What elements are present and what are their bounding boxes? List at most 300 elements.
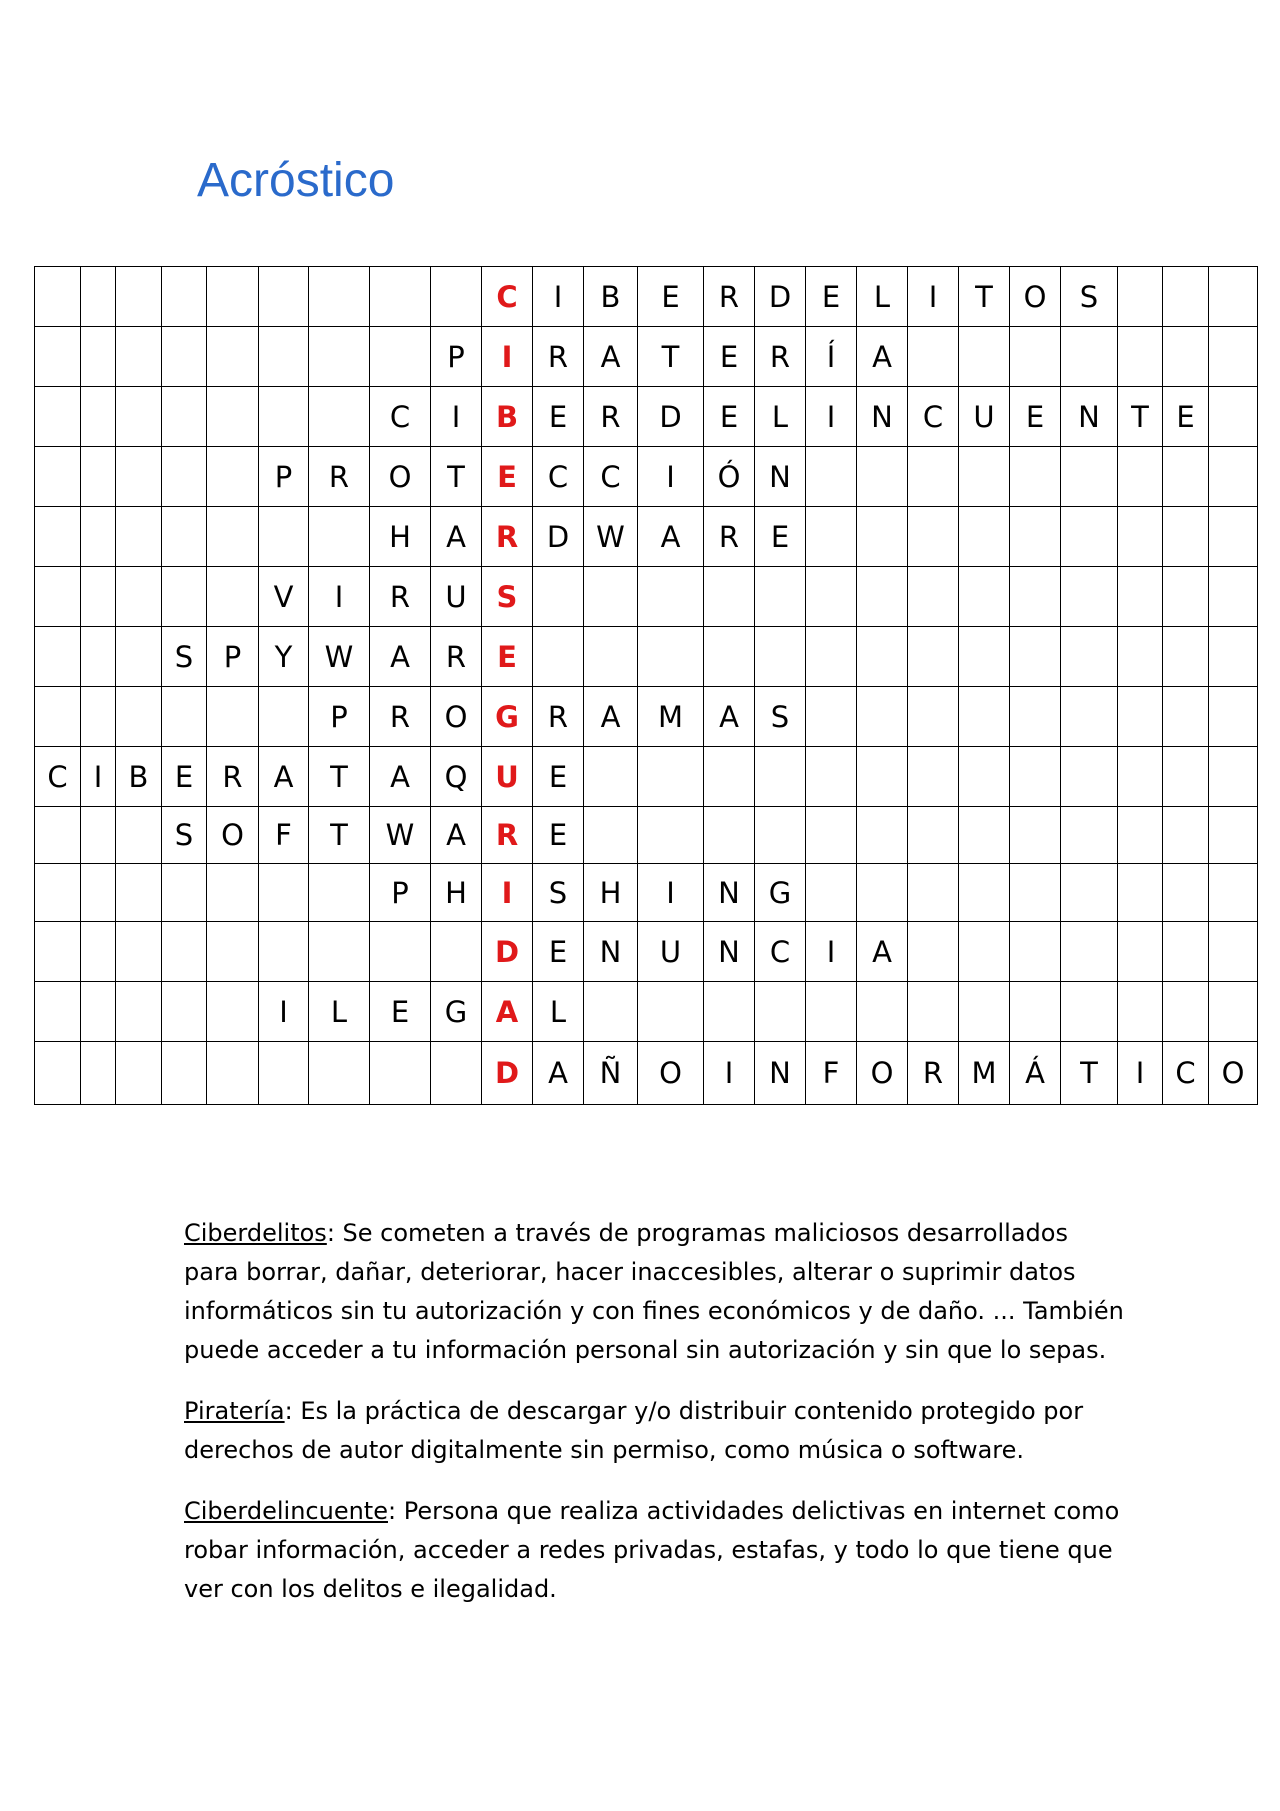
- grid-cell: [370, 327, 431, 387]
- acrostic-key-letter: C: [482, 267, 533, 327]
- grid-cell: E: [533, 747, 584, 807]
- grid-cell: [259, 1042, 309, 1105]
- grid-cell: [584, 747, 638, 807]
- grid-cell: [259, 267, 309, 327]
- grid-cell: [1163, 747, 1209, 807]
- grid-row: [35, 327, 1258, 387]
- grid-cell: [309, 327, 370, 387]
- grid-cell: [959, 447, 1010, 507]
- grid-cell: Ó: [704, 447, 755, 507]
- grid-cell: C: [908, 387, 959, 447]
- grid-cell: [959, 507, 1010, 567]
- grid-cell: [755, 567, 806, 627]
- grid-cell: [1061, 747, 1118, 807]
- grid-cell: I: [908, 267, 959, 327]
- acrostic-key-letter: G: [482, 687, 533, 747]
- grid-cell: [1209, 687, 1258, 747]
- grid-cell: A: [638, 507, 704, 567]
- grid-cell: [309, 1042, 370, 1105]
- grid-cell: B: [116, 747, 162, 807]
- grid-cell: [1010, 807, 1061, 864]
- grid-cell: [1010, 567, 1061, 627]
- grid-row: [35, 387, 1258, 447]
- grid-cell: [1209, 567, 1258, 627]
- grid-cell: I: [638, 447, 704, 507]
- grid-cell: M: [638, 687, 704, 747]
- grid-cell: A: [370, 747, 431, 807]
- grid-cell: S: [162, 807, 207, 864]
- grid-cell: F: [259, 807, 309, 864]
- grid-cell: [704, 627, 755, 687]
- grid-cell: [584, 982, 638, 1042]
- grid-cell: C: [1163, 1042, 1209, 1105]
- grid-cell: [1209, 627, 1258, 687]
- grid-cell: [207, 507, 259, 567]
- grid-cell: [207, 387, 259, 447]
- grid-cell: [162, 922, 207, 982]
- acrostic-key-letter: B: [482, 387, 533, 447]
- grid-cell: [1118, 922, 1163, 982]
- grid-cell: [704, 567, 755, 627]
- grid-cell: [1061, 447, 1118, 507]
- grid-cell: C: [755, 922, 806, 982]
- grid-cell: [1118, 747, 1163, 807]
- grid-cell: [806, 447, 857, 507]
- grid-cell: [162, 327, 207, 387]
- grid-cell: O: [638, 1042, 704, 1105]
- grid-cell: [162, 507, 207, 567]
- grid-cell: [370, 1042, 431, 1105]
- grid-cell: [1209, 267, 1258, 327]
- grid-cell: [35, 982, 81, 1042]
- grid-cell: [908, 747, 959, 807]
- grid-cell: [959, 982, 1010, 1042]
- definition-paragraph: [184, 1492, 1124, 1609]
- grid-cell: [857, 807, 908, 864]
- grid-cell: [755, 627, 806, 687]
- grid-cell: [309, 507, 370, 567]
- grid-cell: [857, 627, 908, 687]
- grid-cell: [259, 387, 309, 447]
- grid-cell: W: [584, 507, 638, 567]
- grid-cell: [1061, 687, 1118, 747]
- grid-cell: [857, 982, 908, 1042]
- grid-cell: [35, 327, 81, 387]
- grid-cell: N: [857, 387, 908, 447]
- grid-cell: [35, 507, 81, 567]
- definition-term: Ciberdelincuente: [184, 1497, 388, 1525]
- grid-cell: [81, 982, 116, 1042]
- grid-cell: [1010, 507, 1061, 567]
- grid-cell: P: [207, 627, 259, 687]
- grid-cell: [1209, 327, 1258, 387]
- grid-cell: [1010, 864, 1061, 922]
- grid-cell: [162, 1042, 207, 1105]
- grid-cell: [1118, 447, 1163, 507]
- grid-cell: L: [857, 267, 908, 327]
- grid-cell: T: [1061, 1042, 1118, 1105]
- grid-cell: [35, 447, 81, 507]
- grid-row: [35, 1042, 1258, 1105]
- grid-cell: [908, 922, 959, 982]
- grid-cell: [116, 1042, 162, 1105]
- grid-cell: [1118, 864, 1163, 922]
- grid-cell: [1209, 747, 1258, 807]
- grid-cell: [35, 387, 81, 447]
- acrostic-key-letter: D: [482, 922, 533, 982]
- grid-cell: S: [162, 627, 207, 687]
- grid-cell: [1010, 982, 1061, 1042]
- grid-cell: D: [755, 267, 806, 327]
- grid-row: [35, 267, 1258, 327]
- grid-cell: S: [533, 864, 584, 922]
- grid-cell: [207, 327, 259, 387]
- grid-cell: L: [533, 982, 584, 1042]
- acrostic-key-letter: U: [482, 747, 533, 807]
- grid-cell: I: [259, 982, 309, 1042]
- grid-cell: [1010, 327, 1061, 387]
- grid-cell: [638, 627, 704, 687]
- grid-cell: [1061, 627, 1118, 687]
- grid-cell: [81, 447, 116, 507]
- grid-cell: [370, 922, 431, 982]
- grid-cell: [1118, 567, 1163, 627]
- grid-cell: [1118, 507, 1163, 567]
- grid-cell: [584, 567, 638, 627]
- grid-cell: [1010, 447, 1061, 507]
- grid-cell: [1163, 807, 1209, 864]
- grid-cell: [806, 687, 857, 747]
- grid-cell: E: [704, 387, 755, 447]
- grid-cell: [1163, 687, 1209, 747]
- grid-cell: [1061, 807, 1118, 864]
- grid-cell: [1061, 567, 1118, 627]
- grid-cell: O: [1209, 1042, 1258, 1105]
- grid-cell: C: [35, 747, 81, 807]
- grid-cell: C: [533, 447, 584, 507]
- grid-cell: E: [533, 387, 584, 447]
- grid-cell: [806, 982, 857, 1042]
- grid-cell: T: [431, 447, 482, 507]
- grid-cell: [806, 807, 857, 864]
- acrostic-key-letter: I: [482, 327, 533, 387]
- grid-cell: [1209, 922, 1258, 982]
- grid-cell: [1163, 447, 1209, 507]
- grid-cell: [116, 567, 162, 627]
- acrostic-grid-body: [35, 267, 1258, 1105]
- grid-cell: E: [533, 922, 584, 982]
- grid-cell: E: [1163, 387, 1209, 447]
- grid-cell: A: [431, 507, 482, 567]
- grid-cell: [584, 627, 638, 687]
- grid-row: [35, 864, 1258, 922]
- grid-cell: S: [1061, 267, 1118, 327]
- grid-cell: [1118, 982, 1163, 1042]
- grid-cell: [116, 922, 162, 982]
- grid-cell: [908, 507, 959, 567]
- grid-cell: Y: [259, 627, 309, 687]
- grid-cell: [81, 687, 116, 747]
- grid-row: [35, 567, 1258, 627]
- grid-cell: R: [431, 627, 482, 687]
- grid-cell: I: [704, 1042, 755, 1105]
- grid-cell: [857, 687, 908, 747]
- acrostic-key-letter: I: [482, 864, 533, 922]
- grid-cell: [35, 1042, 81, 1105]
- grid-cell: [959, 747, 1010, 807]
- grid-cell: [755, 807, 806, 864]
- grid-cell: N: [755, 1042, 806, 1105]
- grid-cell: [207, 567, 259, 627]
- grid-cell: [1010, 687, 1061, 747]
- grid-cell: [1163, 627, 1209, 687]
- grid-cell: [1010, 627, 1061, 687]
- grid-cell: T: [959, 267, 1010, 327]
- grid-cell: [35, 922, 81, 982]
- grid-cell: [959, 627, 1010, 687]
- grid-cell: [309, 864, 370, 922]
- grid-cell: N: [704, 864, 755, 922]
- acrostic-key-letter: S: [482, 567, 533, 627]
- grid-cell: [857, 507, 908, 567]
- grid-cell: [162, 687, 207, 747]
- grid-cell: [908, 447, 959, 507]
- grid-cell: R: [755, 327, 806, 387]
- grid-cell: I: [806, 922, 857, 982]
- grid-row: [35, 447, 1258, 507]
- grid-cell: [207, 864, 259, 922]
- grid-cell: Í: [806, 327, 857, 387]
- grid-row: [35, 747, 1258, 807]
- grid-cell: [806, 747, 857, 807]
- grid-cell: [1209, 982, 1258, 1042]
- grid-cell: [81, 627, 116, 687]
- grid-cell: [35, 267, 81, 327]
- grid-cell: B: [584, 267, 638, 327]
- grid-cell: [584, 807, 638, 864]
- grid-cell: L: [755, 387, 806, 447]
- grid-cell: [908, 807, 959, 864]
- grid-cell: [638, 747, 704, 807]
- grid-cell: [857, 864, 908, 922]
- grid-cell: [1061, 982, 1118, 1042]
- grid-cell: E: [533, 807, 584, 864]
- grid-cell: [431, 267, 482, 327]
- grid-cell: [908, 627, 959, 687]
- grid-cell: E: [1010, 387, 1061, 447]
- grid-cell: [35, 567, 81, 627]
- grid-cell: A: [533, 1042, 584, 1105]
- grid-cell: [533, 627, 584, 687]
- grid-cell: [81, 807, 116, 864]
- grid-row: [35, 982, 1258, 1042]
- grid-cell: [959, 327, 1010, 387]
- grid-cell: [857, 567, 908, 627]
- definition-paragraph: [184, 1392, 1124, 1470]
- grid-cell: D: [533, 507, 584, 567]
- grid-cell: [259, 922, 309, 982]
- grid-cell: V: [259, 567, 309, 627]
- grid-cell: N: [584, 922, 638, 982]
- grid-cell: [431, 922, 482, 982]
- acrostic-key-letter: A: [482, 982, 533, 1042]
- grid-cell: N: [755, 447, 806, 507]
- grid-cell: [309, 387, 370, 447]
- acrostic-key-letter: D: [482, 1042, 533, 1105]
- grid-cell: [116, 327, 162, 387]
- grid-cell: [309, 267, 370, 327]
- grid-cell: [806, 567, 857, 627]
- grid-cell: [1163, 922, 1209, 982]
- grid-cell: [259, 687, 309, 747]
- acrostic-key-letter: E: [482, 627, 533, 687]
- grid-cell: U: [959, 387, 1010, 447]
- grid-cell: [908, 567, 959, 627]
- grid-cell: [1209, 447, 1258, 507]
- grid-cell: [806, 864, 857, 922]
- grid-cell: R: [309, 447, 370, 507]
- grid-cell: [1118, 267, 1163, 327]
- grid-cell: T: [309, 807, 370, 864]
- grid-cell: T: [638, 327, 704, 387]
- grid-cell: L: [309, 982, 370, 1042]
- grid-cell: R: [207, 747, 259, 807]
- grid-cell: O: [431, 687, 482, 747]
- grid-cell: I: [638, 864, 704, 922]
- grid-cell: E: [755, 507, 806, 567]
- grid-cell: [1163, 267, 1209, 327]
- grid-cell: A: [584, 687, 638, 747]
- grid-cell: [116, 864, 162, 922]
- grid-cell: W: [309, 627, 370, 687]
- grid-cell: O: [857, 1042, 908, 1105]
- grid-cell: [207, 267, 259, 327]
- grid-cell: N: [704, 922, 755, 982]
- grid-cell: [1209, 807, 1258, 864]
- grid-cell: [1209, 864, 1258, 922]
- grid-cell: [81, 327, 116, 387]
- grid-cell: T: [309, 747, 370, 807]
- grid-cell: [81, 567, 116, 627]
- grid-cell: [755, 747, 806, 807]
- grid-cell: C: [584, 447, 638, 507]
- grid-cell: [81, 922, 116, 982]
- grid-cell: [704, 807, 755, 864]
- grid-cell: E: [704, 327, 755, 387]
- definition-term: Ciberdelitos: [184, 1219, 327, 1247]
- grid-cell: [1163, 567, 1209, 627]
- grid-cell: [116, 447, 162, 507]
- grid-cell: A: [704, 687, 755, 747]
- grid-cell: [1010, 747, 1061, 807]
- grid-cell: [259, 864, 309, 922]
- grid-cell: [35, 864, 81, 922]
- grid-cell: M: [959, 1042, 1010, 1105]
- grid-cell: A: [584, 327, 638, 387]
- grid-cell: [207, 1042, 259, 1105]
- grid-cell: [1061, 864, 1118, 922]
- grid-cell: [81, 1042, 116, 1105]
- acrostic-key-letter: R: [482, 807, 533, 864]
- grid-cell: F: [806, 1042, 857, 1105]
- grid-cell: [704, 982, 755, 1042]
- grid-cell: [207, 982, 259, 1042]
- grid-cell: R: [908, 1042, 959, 1105]
- grid-cell: [1209, 507, 1258, 567]
- grid-cell: I: [431, 387, 482, 447]
- grid-cell: [1061, 507, 1118, 567]
- grid-cell: O: [207, 807, 259, 864]
- grid-cell: H: [431, 864, 482, 922]
- grid-cell: [207, 922, 259, 982]
- grid-cell: [857, 747, 908, 807]
- grid-cell: [857, 447, 908, 507]
- grid-row: [35, 687, 1258, 747]
- grid-cell: A: [857, 327, 908, 387]
- grid-cell: U: [638, 922, 704, 982]
- grid-cell: R: [584, 387, 638, 447]
- grid-cell: C: [370, 387, 431, 447]
- grid-cell: R: [370, 687, 431, 747]
- grid-cell: P: [431, 327, 482, 387]
- grid-cell: [81, 387, 116, 447]
- grid-cell: U: [431, 567, 482, 627]
- grid-cell: [1163, 507, 1209, 567]
- grid-cell: T: [1118, 387, 1163, 447]
- grid-cell: [81, 507, 116, 567]
- grid-cell: R: [533, 327, 584, 387]
- grid-cell: E: [370, 982, 431, 1042]
- definition-text: : Persona que realiza actividades delictivas en internet como robar información, acceder a redes privadas, estafas, y todo lo que tiene que ver con los delitos e ilegalidad.: [184, 1497, 1120, 1603]
- grid-cell: [806, 627, 857, 687]
- grid-cell: P: [309, 687, 370, 747]
- grid-cell: [309, 922, 370, 982]
- grid-cell: [959, 687, 1010, 747]
- grid-cell: [35, 627, 81, 687]
- definitions-section: [184, 1214, 1124, 1631]
- grid-cell: R: [533, 687, 584, 747]
- grid-cell: [908, 982, 959, 1042]
- grid-cell: [959, 567, 1010, 627]
- grid-cell: N: [1061, 387, 1118, 447]
- grid-cell: G: [755, 864, 806, 922]
- grid-cell: [1163, 982, 1209, 1042]
- grid-cell: [1010, 922, 1061, 982]
- grid-cell: [1118, 687, 1163, 747]
- grid-cell: I: [806, 387, 857, 447]
- grid-cell: [533, 567, 584, 627]
- definition-text: : Es la práctica de descargar y/o distribuir contenido protegido por derechos de autor digitalmente sin permiso, como música o software.: [184, 1397, 1084, 1464]
- grid-cell: [1163, 327, 1209, 387]
- grid-cell: Á: [1010, 1042, 1061, 1105]
- grid-cell: [1061, 327, 1118, 387]
- grid-cell: I: [1118, 1042, 1163, 1105]
- grid-cell: [1061, 922, 1118, 982]
- grid-cell: [1118, 627, 1163, 687]
- grid-cell: H: [584, 864, 638, 922]
- grid-cell: O: [370, 447, 431, 507]
- grid-cell: H: [370, 507, 431, 567]
- grid-cell: [207, 687, 259, 747]
- grid-cell: [959, 922, 1010, 982]
- grid-cell: [162, 982, 207, 1042]
- grid-cell: [908, 327, 959, 387]
- grid-cell: [638, 982, 704, 1042]
- definition-text: : Se cometen a través de programas maliciosos desarrollados para borrar, dañar, deteriorar, hacer inaccesibles, alterar o suprimir datos informáticos sin tu autorización y con fines económicos y de daño. ... También puede acceder a tu información personal sin autorización y sin que lo sepas.: [184, 1219, 1124, 1364]
- grid-cell: [370, 267, 431, 327]
- grid-cell: [162, 447, 207, 507]
- grid-cell: [908, 687, 959, 747]
